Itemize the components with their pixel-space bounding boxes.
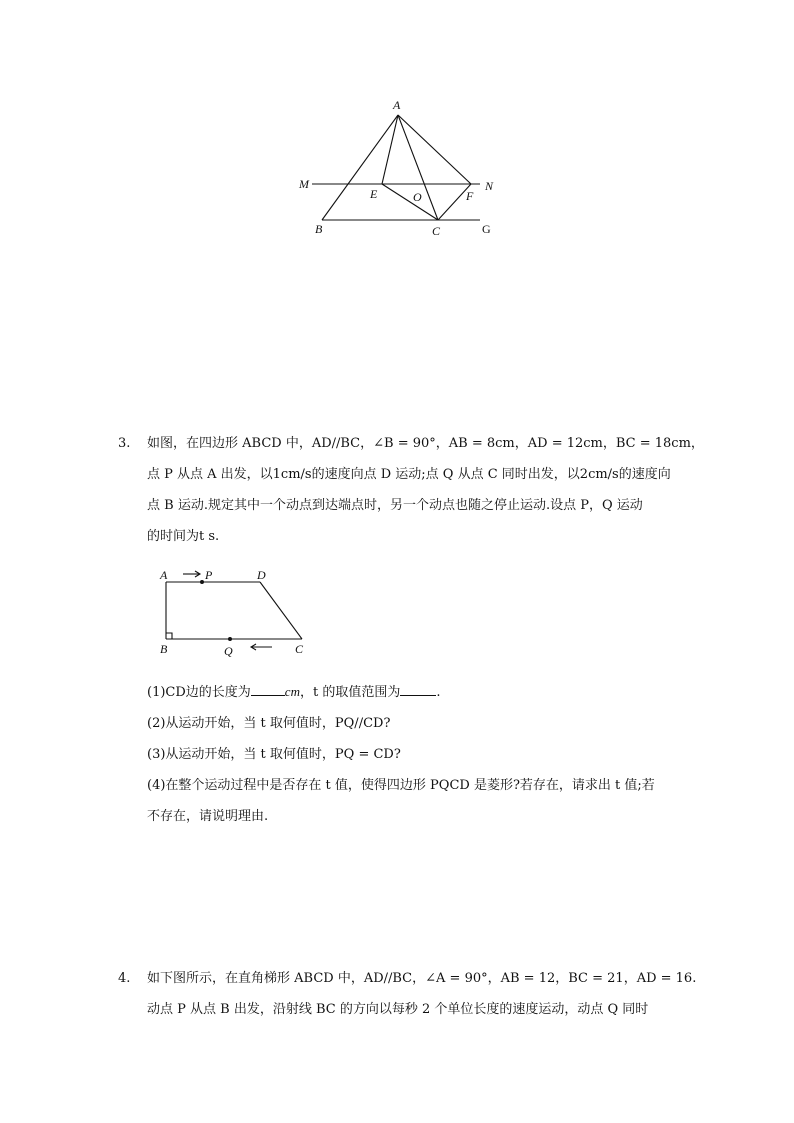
problem-4 xyxy=(118,963,697,1033)
point-p xyxy=(200,580,204,584)
right-angle-mark xyxy=(166,633,172,639)
label-a: A xyxy=(393,98,401,112)
segment-ac xyxy=(398,115,438,220)
problem-text-line: 动点 P 从点 B 出发，沿射线 BC 的方向以每秒 2 个单位长度的速度运动，动点 Q 同时 xyxy=(147,1002,649,1017)
period: . xyxy=(436,685,441,700)
segment-af xyxy=(398,115,471,184)
segment-ab xyxy=(322,115,398,220)
label-a: A xyxy=(160,568,168,582)
label-c: C xyxy=(432,224,441,238)
label-c: C xyxy=(295,642,304,656)
label-n: N xyxy=(485,179,494,193)
sub1-text-2: ，t 的取值范围为 xyxy=(299,685,401,700)
label-d: D xyxy=(257,568,266,582)
side-dc xyxy=(260,582,302,639)
label-b: B xyxy=(160,642,168,656)
problem-text-line: 点 B 运动.规定其中一个动点到达端点时，另一个动点也随之停止运动.设点 P，Q 运动 xyxy=(147,498,643,513)
label-m: M xyxy=(299,177,309,191)
label-q: Q xyxy=(224,644,233,658)
problem-text-line: 的时间为t s. xyxy=(147,529,220,544)
label-b: B xyxy=(315,222,323,236)
problem-3 xyxy=(118,428,704,558)
sub-question-3: (3)从运动开始，当 t 取何值时，PQ = CD? xyxy=(147,747,401,762)
point-q xyxy=(228,637,232,641)
geometry-figure-trapezoid xyxy=(155,563,320,663)
problem-number: 3. xyxy=(118,436,131,451)
label-g: G xyxy=(482,222,491,236)
segment-ec xyxy=(382,184,438,220)
label-f: F xyxy=(466,189,474,203)
sub-question-4-line1: (4)在整个运动过程中是否存在 t 值，使得四边形 PQCD 是菱形?若存在，请求出 t 值;若 xyxy=(147,778,655,793)
sub-question-4-line2: 不存在，请说明理由. xyxy=(147,809,269,824)
unit: cm xyxy=(284,684,300,699)
label-o: O xyxy=(413,190,422,204)
label-e: E xyxy=(370,187,378,201)
answer-blank xyxy=(400,683,436,696)
problem-text-line: 如图，在四边形 ABCD 中，AD//BC，∠B = 90°，AB = 8cm，AD = 12cm，BC = 18cm， xyxy=(147,436,704,451)
geometry-figure-triangle xyxy=(290,95,500,245)
sub-question-2: (2)从运动开始，当 t 取何值时，PQ//CD? xyxy=(147,716,391,731)
problem-number: 4. xyxy=(118,971,131,986)
label-p: P xyxy=(205,568,213,582)
sub-question-1 xyxy=(147,682,440,703)
answer-blank xyxy=(251,683,285,696)
sub1-text: (1)CD边的长度为 xyxy=(147,685,251,700)
problem-text-line: 如下图所示，在直角梯形 ABCD 中，AD//BC，∠A = 90°，AB = 12，BC = 21，AD = 16. xyxy=(147,971,697,986)
problem-text-line: 点 P 从点 A 出发，以1cm/s的速度向点 D 运动;点 Q 从点 C 同时出发，以2cm/s的速度向 xyxy=(147,467,671,482)
